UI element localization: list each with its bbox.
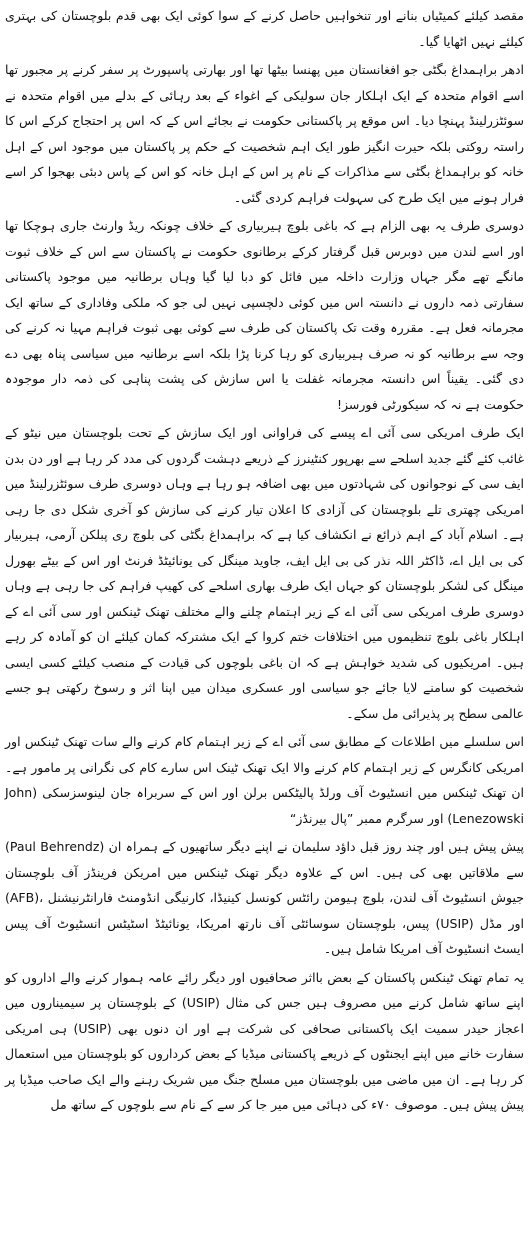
article-paragraph-2: ادھر براہمداغ بگٹی جو افغانستان میں پھنسا بیٹھا تھا اور بھارتی پاسپورٹ پر سفر کرنے پر مجبور تھا اسے اقوام متحدہ کے ایک اہلکار جان سولیکی کے اغواء کے بعد رہائی کے بدلے میں اقوام متحدہ نے سوئٹزرلینڈ پہنچا دیا۔ اس موقع پر پاکستانی حکومت نے بجائے اس کے کہ اس پر احتجاج کرکے اس کا راستہ روکتی بلکہ حیرت انگیز طور ایک اہم شخصیت کے حکم پر پاکستان میں موجود اس کے اہل خانہ کو براہمداغ بگٹی سے مذاکرات کے نام پر اس کے اہل خانہ کو اس کے پاس دبئی بھجوا کر اسے فرار ہونے میں ایک طرح کی سہولت فراہم کردی گئی۔ (5, 62, 524, 205)
article-paragraph-3: دوسری طرف یہ بھی الزام ہے کہ باغی بلوچ ہیربیاری کے خلاف چونکہ ریڈ وارنٹ جاری ہوچکا تھا اور اسے لندن میں دوبرس قبل گرفتار کرکے برطانوی حکومت نے پاکستان سے اس کے خلاف ثبوت مانگے تھے مگر جہاں وزارت داخلہ میں فائل کو دبا لیا گیا وہاں برطانیہ میں موجود پاکستانی سفارتی ذمہ داروں نے دانستہ اس میں کوئی دلچسپی نہیں لی جو کہ ملکی وفاداری کے ساتھ ایک مجرمانہ فعل ہے۔ مقررہ وقت تک پاکستان کی طرف سے کوئی بھی ثبوت فراہم مہیا نہ کرنے کی وجہ سے برطانیہ کو نہ صرف ہیربیاری کو رہا کرنا پڑا بلکہ اسے برطانیہ میں سیاسی پناہ بھی دے دی گئی۔ یقیناً اس دانستہ مجرمانہ غفلت یا اس سازش کی پشت پناہی کی ذمہ دار موجودہ حکومت ہے نہ کہ سیکورٹی فورسز! (5, 218, 524, 412)
article-paragraph-6: (Paul Behrendz) پیش پیش ہیں اور چند روز قبل داؤد سلیمان نے اپنے دیگر ساتھیوں کے ہمراہ ان سے ملاقاتیں بھی کی ہیں۔ اس کے علاوہ دیگر تھنک ٹینکس میں امریکن فرینڈز آف بلوچستان (AFB)، جیوش انسٹیوٹ آف لندن، بلوچ ہیومن رائٹس کونسل کینیڈا، کارنیگی انڈومنٹ فارانٹرنیشنل پیس، بلوچستان سوسائٹی آف نارتھ امریکا، یونائیٹڈ اسٹیٹس انسٹیوٹ آف پیس (USIP) اور مڈل ایسٹ انسٹیوٹ آف امریکا شامل ہیں۔ (5, 839, 524, 956)
article-paragraph-7: یہ تمام تھنک ٹینکس پاکستان کے بعض بااثر صحافیوں اور دیگر رائے عامہ ہموار کرنے والے اداروں کو اپنے ساتھ شامل کرنے میں مصروف ہیں جس کی مثال (USIP) کے بلوچستان پر سیمیناروں میں اعجاز حیدر سمیت ایک پاکستانی صحافی کی شرکت ہے اور ان دنوں بھی (USIP) ہی امریکی سفارت خانے میں اپنے ایجنٹوں کے ذریعے پاکستانی میڈیا کے بعض کرداروں کو بلوچستان میں استعمال کر رہا ہے۔ ان میں ماضی میں بلوچستان میں مسلح جنگ میں شریک رہنے والے ایک صاحب میڈیا پر پیش پیش ہیں۔ موصوف ۷۰ء کی دہائی میں میر جا کر سے کے نام سے بلوچوں کے ساتھ مل (5, 969, 524, 1112)
article-paragraph-5: اس سلسلے میں اطلاعات کے مطابق سی آئی اے کے زیر اہتمام کام کرنے والے سات تھنک ٹینکس اور امریکی کانگرس کے زیر اہتمام کام کرنے والا ایک تھنک ٹینک اس سارے کام کی نگرانی پر مامور ہے۔ ان تھنک ٹینکس میں انسٹیوٹ آف ورلڈ پالیٹکس برلن اور اس کے سربراہ جان لینوسزسکی (John Lenezowski) اور سرگرم ممبر ”پال بیرنڈز“ (5, 734, 524, 826)
article-paragraph-1: مقصد کیلئے کمیٹیاں بنانے اور تنخواہیں حاصل کرنے کے سوا کوئی ایک بھی قدم بلوچستان کی بہتری کیلئے نہیں اٹھایا گیا۔ (5, 8, 524, 49)
article-paragraph-4: ایک طرف امریکی سی آئی اے پیسے کی فراوانی اور ایک سازش کے تحت بلوچستان میں نیٹو کے غائب کئے گئے جدید اسلحے سے بھرپور کنٹینرز کے ذریعے دہشت گردوں کی مدد کر رہا ہے اور دن بدن ایف سی کے نوجوانوں کی شہادتوں میں بھی اضافہ ہو رہا ہے وہاں دوسری طرف سوئٹزرلینڈ میں امریکی چھتری تلے بلوچستان کی آزادی کا اعلان تیار کرنے کی سازش کو آخری شکل دی جا رہی ہے۔ اسلام آباد کے اہم ذرائع نے انکشاف کیا ہے کہ براہمداغ بگٹی کی بلوچ ری پبلکن آرمی، ہیربیار کی بی ایل اے، ڈاکٹر اللہ نذر کی بی ایل ایف، جاوید مینگل کی یونائیٹڈ فرنٹ اور اس کے بیٹے بھورل مینگل کی لشکر بلوچستان کو جہاں ایک طرف بھاری اسلحے کی کھیپ فراہم کی جا رہی ہے وہاں دوسری طرف امریکی سی آئی اے کے زیر اہتمام چلنے والے مختلف تھنک ٹینکس اور سی آئی اے کے اہلکار باغی بلوچ تنظیموں میں اختلافات ختم کروا کے ایک مشترکہ کمان کیلئے ان کو آمادہ کر رہے ہیں۔ امریکیوں کی شدید خواہش ہے کہ ان باغی بلوچوں کی قیادت کے منصب کیلئے کسی ایسی شخصیت کو سامنے لایا جائے جو سیاسی اور عسکری میدان میں اپنا اثر و رسوخ رکھتی ہو جسے عالمی سطح پر پذیرائی مل سکے۔ (5, 425, 524, 721)
